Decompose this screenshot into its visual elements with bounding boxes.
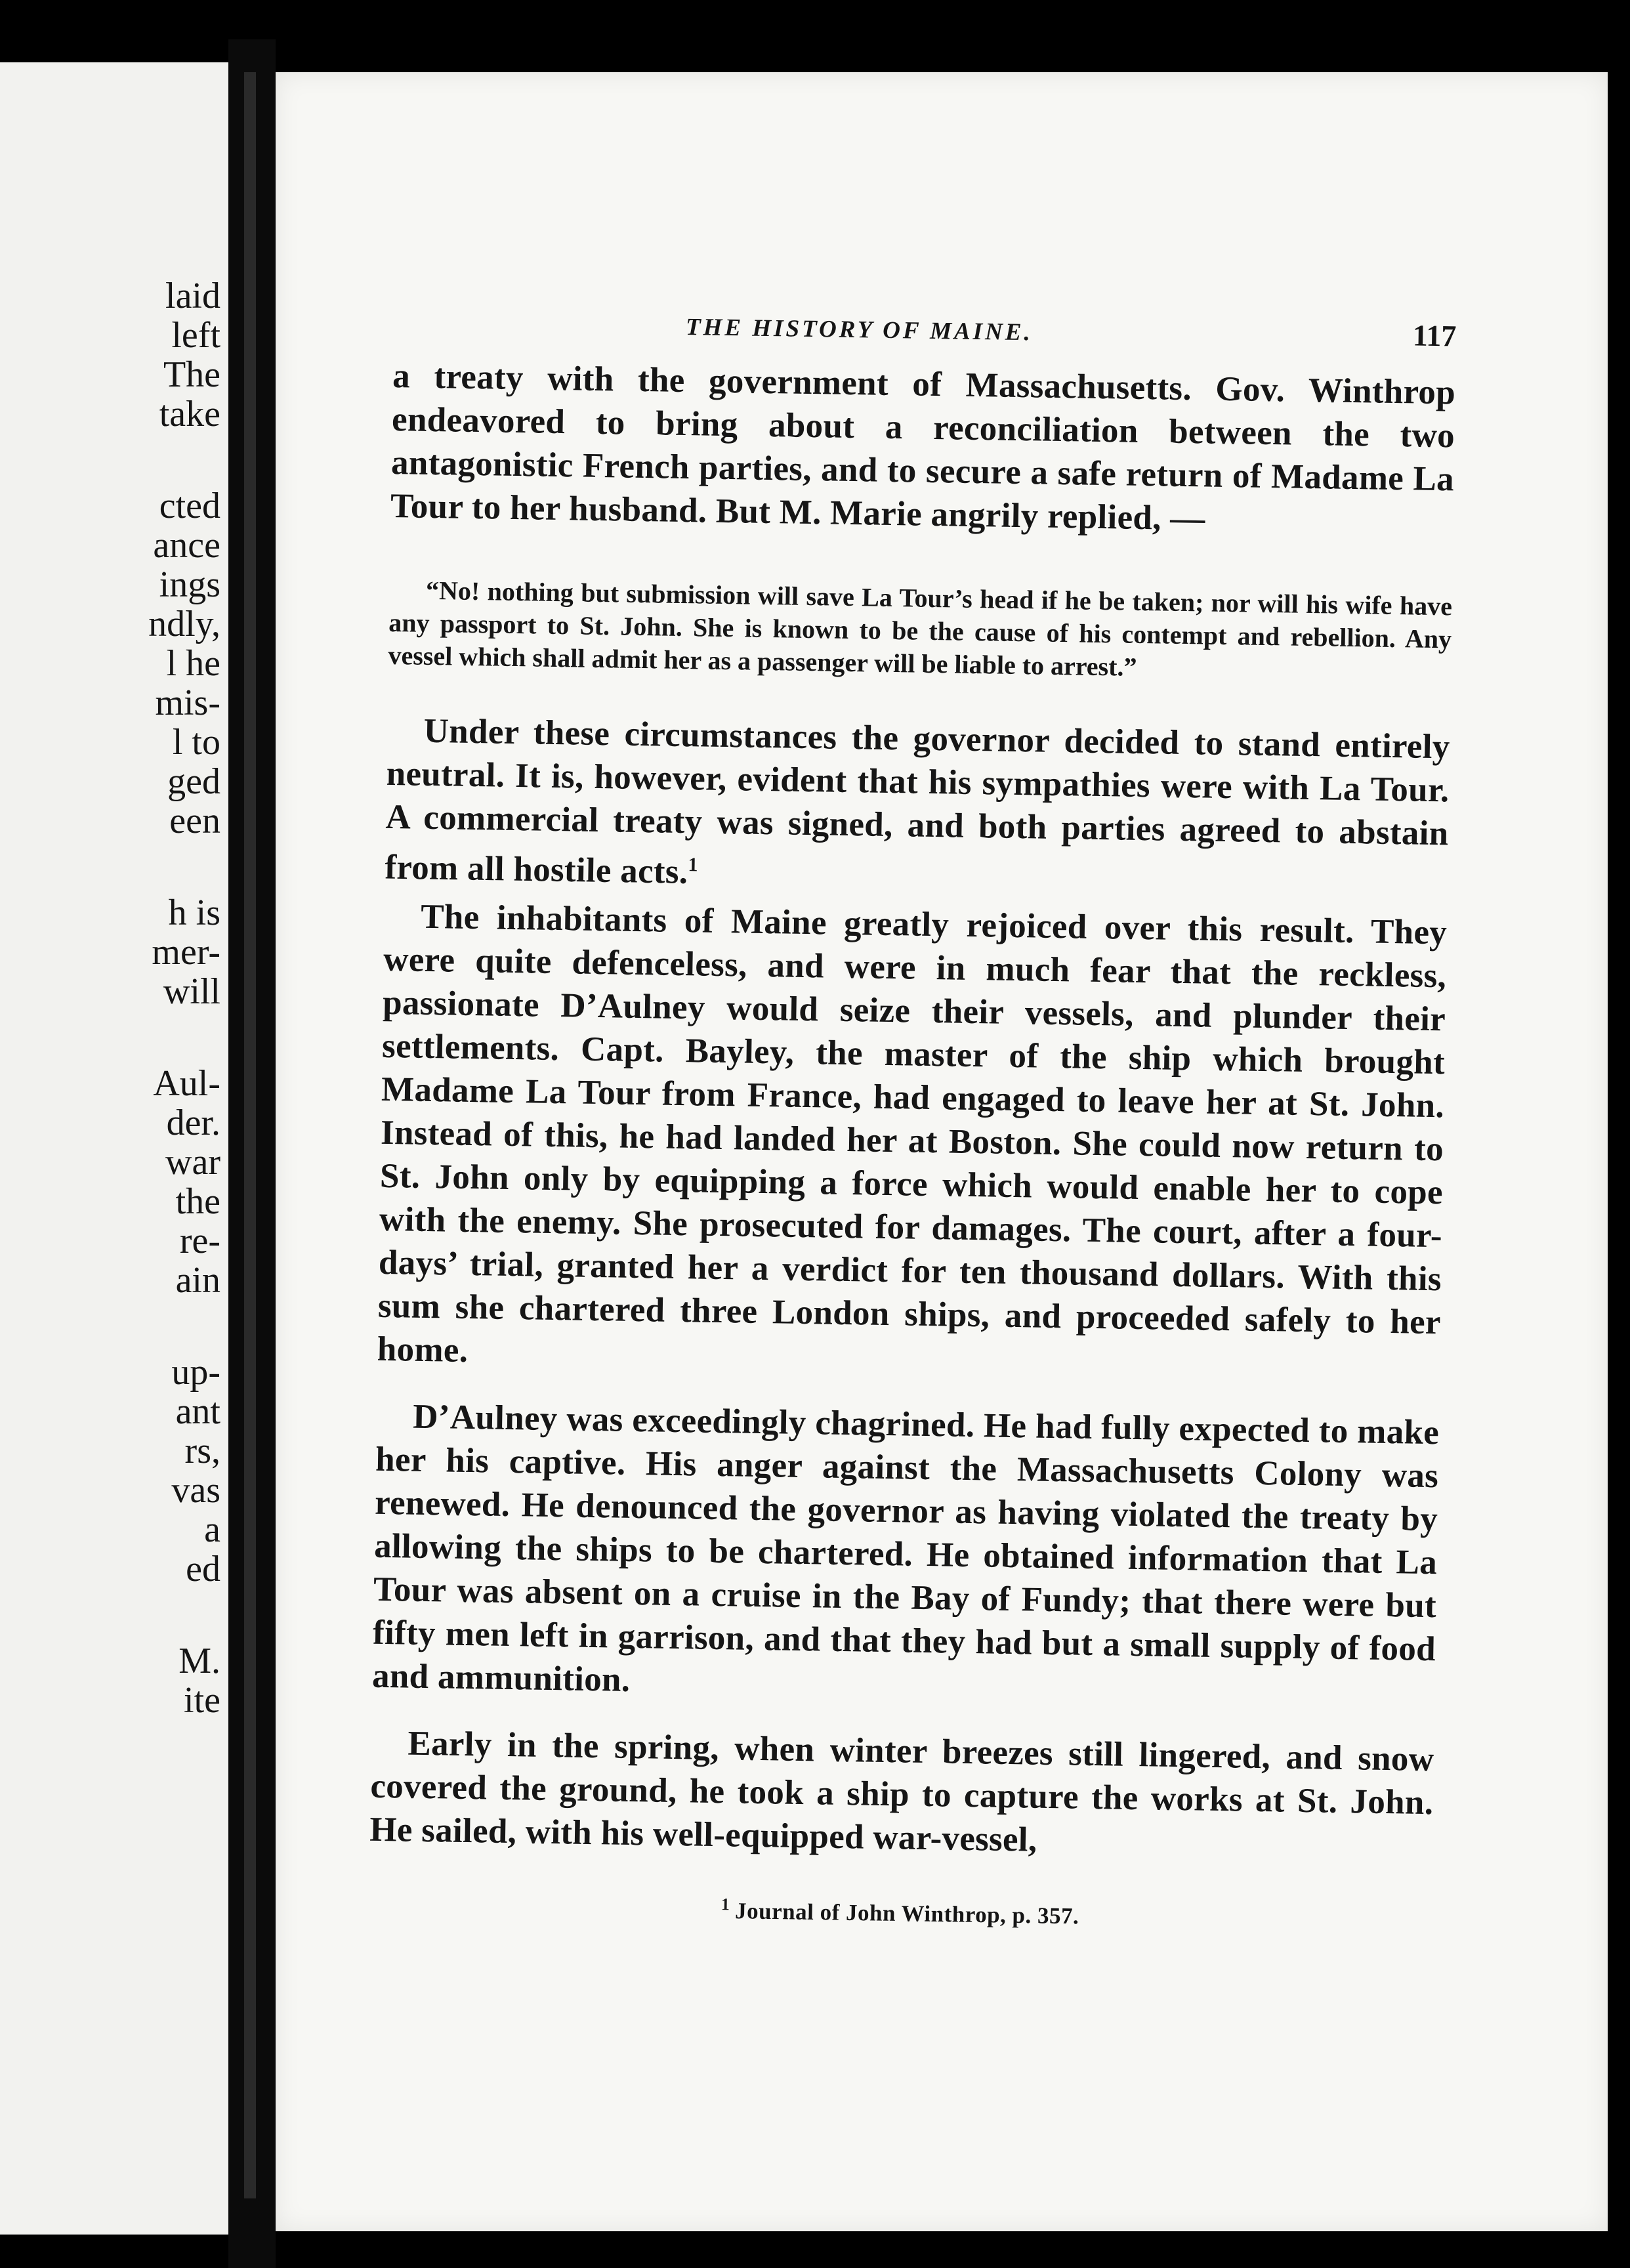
left-page-fragment: Aul- — [153, 1063, 220, 1104]
left-page-fragment: left — [171, 315, 220, 356]
left-page-fragment: mis- — [155, 682, 220, 723]
left-page-fragment: the — [175, 1181, 220, 1222]
paragraph-spring: Early in the spring, when winter breezes still lingered, and snow covered the ground, he took a ship to capture the works at St. John. He sailed, with his well-equipped war-vessel, — [369, 1724, 1434, 1859]
left-page-fragment: ndly, — [148, 604, 220, 644]
left-page-fragment: h is — [168, 892, 220, 933]
left-page-fragment: war — [165, 1142, 220, 1183]
paragraph-daulney: D’Aulney was exceedingly chagrined. He had fully expected to make her his captive. His anger against the Massachusetts Colony was renewed. He denounced the governor as having violated the treaty by allowing the ships to be chartered. He obtained information that La Tour was absent on a cruise in the Bay of Fundy; that there were but fifty men left in garrison, and that they had but a small supply of food and ammunition. — [371, 1397, 1440, 1699]
paragraph-treaty: a treaty with the government of Massachusetts. Gov. Winthrop endeavored to bring about a reconciliation between the two antagonistic French parties, and to secure a safe return of Madame La Tour to her husband. But M. Marie angrily replied, — — [390, 356, 1456, 538]
left-page-fragment: ged — [167, 761, 220, 802]
left-page-fragment: l to — [172, 722, 220, 763]
page-number: 117 — [1412, 318, 1457, 353]
left-page-fragment: l he — [166, 643, 220, 684]
left-page-text-fragments — [0, 62, 220, 2235]
footnote-reference: 1 — [688, 854, 699, 876]
left-facing-page — [0, 62, 228, 2235]
paragraph-neutrality — [385, 709, 1450, 906]
left-page-fragment: der. — [166, 1102, 220, 1143]
left-page-fragment: ain — [175, 1260, 220, 1301]
left-page-fragment: laid — [165, 276, 220, 316]
paragraph-neutrality-text: Under these circumstances the governor decided to stand entirely neutral. It is, however, evident that his sympathies were with La Tour. A commercial treaty was signed, and both parties agreed to abstain from all hostile acts. — [385, 711, 1450, 891]
main-page — [276, 72, 1608, 2231]
left-page-fragment: ance — [153, 525, 220, 566]
left-page-fragment: M. — [178, 1641, 220, 1681]
footnote — [368, 1889, 1432, 1935]
running-head-title: THE HISTORY OF MAINE. — [685, 313, 1034, 346]
left-page-fragment: vas — [171, 1470, 220, 1511]
left-page-fragment: ed — [186, 1549, 220, 1589]
left-page-fragment: ings — [159, 564, 220, 605]
left-page-fragment: will — [163, 971, 220, 1012]
footnote-text: Journal of John Winthrop, p. 357. — [734, 1897, 1079, 1929]
page-content — [368, 302, 1456, 1935]
block-quote: “No! nothing but submission will save La Tour’s head if he be taken; nor will his wife have any passport to St. John. She is known to be the cause of his contempt and rebellion. Any vessel which shall admit her as a passenger will be liable to arrest.” — [388, 575, 1453, 682]
left-page-fragment: re- — [179, 1221, 220, 1261]
left-page-fragment: ant — [175, 1391, 220, 1432]
left-page-fragment: ite — [184, 1680, 220, 1721]
footnote-mark: 1 — [721, 1894, 730, 1914]
left-page-fragment: een — [169, 801, 220, 841]
gutter-binding-strip — [244, 72, 256, 2198]
left-page-fragment: cted — [159, 486, 220, 526]
left-page-fragment: The — [163, 354, 220, 395]
left-page-fragment: mer- — [152, 932, 220, 973]
left-page-fragment: rs, — [184, 1431, 220, 1471]
left-page-fragment: up- — [171, 1352, 220, 1393]
left-page-fragment: take — [159, 394, 220, 434]
paragraph-inhabitants: The inhabitants of Maine greatly rejoiced over this result. They were quite defenceless, and were in much fear that the reckless, passionate D’Aulney would seize their vessels, and plunder their settlements. Capt. Bayley, the master of the ship which brought Madame La Tour from France, had engaged to leave her at St. John. Instead of this, he had landed her at Boston. She could now return to St. John only by equipping a force which would enable her to cope with the enemy. She prosecuted for damages. The court, after a four-days’ trial, granted her a verdict for ten thousand dollars. With this sum she chartered three London ships, and proceeded safely to her home. — [377, 897, 1448, 1370]
left-page-fragment: a — [204, 1509, 220, 1550]
